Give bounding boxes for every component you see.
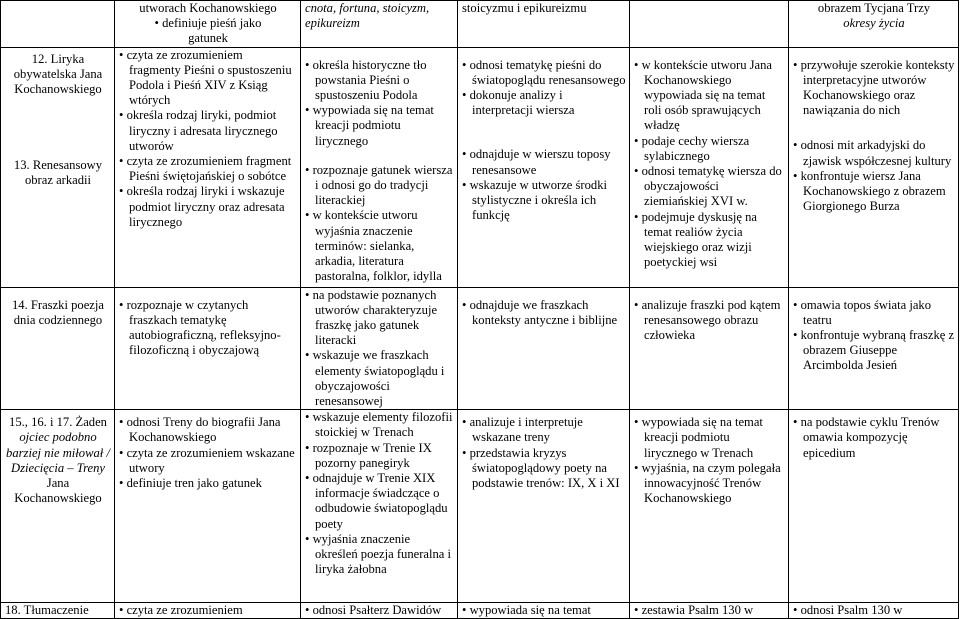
outcome-item: • wyjaśnia, na czym polegała innowacyjność Trenów Kochanowskiego	[634, 461, 785, 507]
outcome-item: • czyta ze zrozumieniem fragment Pieśni świętojańskiej o sobótce	[119, 154, 297, 184]
outcome-item: • wypowiada się na temat kreacji podmiotu lirycznego w Trenach	[634, 415, 785, 461]
table-cell	[630, 287, 789, 410]
table-row	[1, 47, 959, 287]
outcome-item: • w kontekście utworu Jana Kochanowskiego wypowiada się na temat roli osób sprawujących władzę	[634, 58, 785, 134]
table-cell	[630, 47, 789, 287]
table-cell	[630, 410, 789, 603]
table-cell	[1, 1, 115, 48]
cell-text	[793, 1, 955, 16]
topic-text: obywatelska Jana	[13, 66, 103, 81]
table-cell	[301, 287, 458, 410]
cell-text: cnota, fortuna, stoicyzm,	[305, 1, 430, 15]
table-cell	[301, 603, 458, 619]
outcome-item: • definiuje tren jako gatunek	[119, 476, 297, 491]
outcome-item: • wskazuje we fraszkach elementy światopoglądu i obyczajowości renesansowej	[305, 348, 454, 409]
outcome-item: • wypowiada się na temat	[462, 603, 626, 617]
outcome-item: • odnajduje w Trenie XIX informacje świadczące o odbudowie światopoglądu poety	[305, 471, 454, 532]
topic-cell	[1, 47, 115, 287]
table-cell	[115, 410, 301, 603]
outcome-item: • odnosi mit arkadyjski do zjawisk współczesnej kultury	[793, 138, 955, 168]
outcome-item: • podejmuje dyskusję na temat realiów życia wiejskiego oraz wizji poetyckiej wsi	[634, 210, 785, 271]
cell-text: epikureizm	[305, 16, 360, 31]
topic-text: Dziecięcia – Treny	[11, 460, 105, 475]
outcome-item: • rozpoznaje w Trenie IX pozorny panegiryk	[305, 441, 454, 471]
outcome-item: • zestawia Psalm 130 w	[634, 603, 785, 617]
outcome-item: • odnosi Psałterz Dawidów	[305, 603, 454, 617]
topic-text: obraz arkadii	[24, 173, 92, 188]
topic-cell	[1, 287, 115, 410]
cell-text-part: obrazem Tycjana Trzy	[817, 1, 931, 15]
outcome-item: • podaje cechy wiersza sylabicznego	[634, 134, 785, 164]
table-cell	[789, 287, 959, 410]
topic-cell	[1, 603, 115, 619]
table-cell	[789, 47, 959, 287]
table-cell	[630, 1, 789, 48]
table-cell	[301, 1, 458, 48]
table-cell	[458, 287, 630, 410]
outcome-item: • określa rodzaj liryki i wskazuje podmiot liryczny oraz adresata lirycznego	[119, 184, 297, 230]
table-cell	[115, 287, 301, 410]
outcome-item: • odnosi Psalm 130 w	[793, 603, 955, 617]
topic-text: ojciec podobno	[19, 430, 97, 445]
table-cell	[630, 603, 789, 619]
table-cell	[458, 603, 630, 619]
table-cell	[115, 603, 301, 619]
outcome-item: • wskazuje w utworze środki stylistyczne i określa ich funkcję	[462, 178, 626, 224]
topic-text: barziej nie miłował /	[6, 445, 110, 460]
table-cell	[115, 47, 301, 287]
cell-text: gatunek	[188, 31, 228, 46]
cell-text: utworach Kochanowskiego	[139, 1, 277, 15]
outcome-item: • analizuje fraszki pod kątem renesansowego obrazu człowieka	[634, 298, 785, 344]
table-cell	[789, 603, 959, 619]
outcome-item: • wskazuje elementy filozofii stoickiej w Trenach	[305, 410, 454, 440]
table-cell	[301, 410, 458, 603]
outcome-item: • określa historyczne tło powstania Pieśni o spustoszeniu Podola	[305, 58, 454, 104]
topic-text: dnia codziennego	[13, 312, 103, 327]
outcome-item: • w kontekście utworu wyjaśnia znaczenie terminów: sielanka, arkadia, literatura pastoralna, folklor, idylla	[305, 208, 454, 284]
topic-text: 15., 16. i 17. Żaden	[9, 415, 107, 430]
topic-text: 14. Fraszki poezja	[12, 297, 104, 312]
cell-text: stoicyzmu i epikureizmu	[462, 1, 587, 15]
outcome-item: • czyta ze zrozumieniem fragmenty Pieśni o spustoszeniu Podola i Pieśń XIV z Ksiąg wtórych	[119, 48, 297, 109]
outcome-item: • na podstawie poznanych utworów charakteryzuje fraszkę jako gatunek literacki	[305, 288, 454, 349]
topic-text: 18. Tłumaczenie	[5, 603, 89, 618]
table-row	[1, 287, 959, 410]
outcome-item: • wypowiada się na temat kreacji podmiotu lirycznego	[305, 103, 454, 149]
outcome-item: • konfrontuje wiersz Jana Kochanowskiego z obrazem Giorgionego Burza	[793, 169, 955, 215]
cell-text: okresy życia	[843, 16, 905, 31]
outcome-item: • odnosi tematykę wiersza do obyczajowości ziemiańskiej XVI w.	[634, 164, 785, 210]
table-cell	[789, 410, 959, 603]
table-row	[1, 410, 959, 603]
outcome-item: • dokonuje analizy i interpretacji wiersza	[462, 88, 626, 118]
outcome-item: • czyta ze zrozumieniem wskazane utwory	[119, 446, 297, 476]
outcome-item: • omawia topos świata jako teatru	[793, 298, 955, 328]
topic-text: Kochanowskiego	[14, 82, 102, 97]
table-row	[1, 1, 959, 48]
cell-text: • definiuje pieśń jako	[154, 16, 262, 31]
table-cell	[301, 47, 458, 287]
outcome-item: • na podstawie cyklu Trenów omawia kompozycję epicedium	[793, 415, 955, 461]
outcome-item: • konfrontuje wybraną fraszkę z obrazem Giuseppe Arcimbolda Jesień	[793, 328, 955, 374]
table-cell	[458, 47, 630, 287]
outcome-item: • odnajduje w wierszu toposy renesansowe	[462, 147, 626, 177]
table-cell	[789, 1, 959, 48]
outcome-item: • odnajduje we fraszkach konteksty antyczne i biblijne	[462, 298, 626, 328]
table-row	[1, 603, 959, 619]
outcome-item: • wyjaśnia znaczenie określeń poezja funeralna i liryka żałobna	[305, 532, 454, 578]
topic-cell	[1, 410, 115, 603]
outcome-item: • przywołuje szerokie konteksty interpretacyjne utworów Kochanowskiego oraz nawiązania do nich	[793, 58, 955, 119]
outcome-item: • rozpoznaje w czytanych fraszkach tematykę autobiograficzną, refleksyjno-filozoficzną i obyczajową	[119, 298, 297, 359]
table-cell	[115, 1, 301, 48]
topic-text: Kochanowskiego	[14, 491, 102, 506]
outcome-item: • analizuje i interpretuje wskazane treny	[462, 415, 626, 445]
outcome-item: • czyta ze zrozumieniem	[119, 603, 297, 617]
outcome-item: • odnosi Treny do biografii Jana Kochanowskiego	[119, 415, 297, 445]
outcome-item: • określa rodzaj liryki, podmiot liryczny i adresata lirycznego utworów	[119, 108, 297, 154]
topic-text: 12. Liryka	[31, 51, 85, 66]
table-cell	[458, 410, 630, 603]
outcome-item: • przedstawia kryzys światopoglądowy poety na podstawie trenów: IX, X i XI	[462, 446, 626, 492]
topic-text: Jana	[46, 476, 70, 491]
table-cell	[458, 1, 630, 48]
outcome-item: • rozpoznaje gatunek wiersza i odnosi go do tradycji literackiej	[305, 163, 454, 209]
topic-text: 13. Renesansowy	[13, 158, 103, 173]
outcome-item: • odnosi tematykę pieśni do światopoglądu renesansowego	[462, 58, 626, 88]
